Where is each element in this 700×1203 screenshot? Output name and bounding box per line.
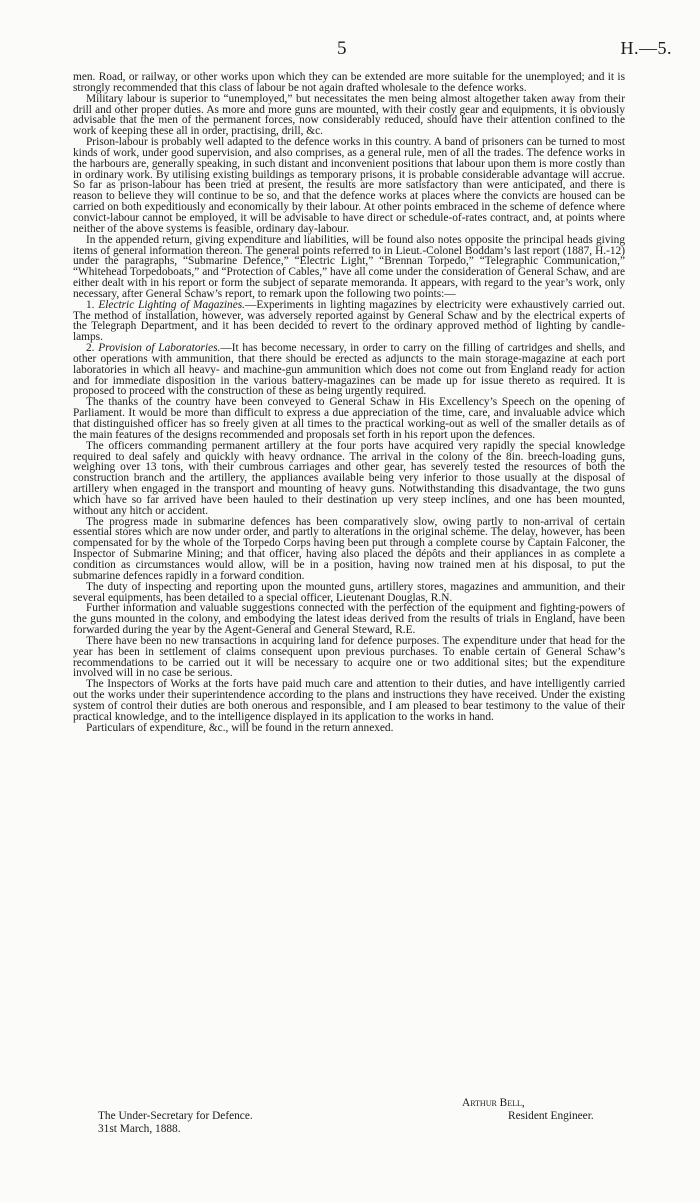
page-number: 5 bbox=[337, 38, 347, 59]
paragraph: There have been no new transactions in acquiring land for defence purposes. The expenditure under that head for the year has been in settlement of claims consequent upon previous purchases. To enable certain of General Schaw’s recommendations to be carried out it will be necessary to acquire one or two additional sites; but the expenditure involved will in no case be serious. bbox=[73, 634, 625, 680]
paragraph: Particulars of expenditure, &c., will be found in the return annexed. bbox=[86, 721, 394, 734]
signatory-name: Arthur Bell, bbox=[462, 1097, 525, 1109]
paragraph: The duty of inspecting and reporting upon the mounted guns, artillery stores, magazines and ammunition, and their several equipments, has been detailed to a special officer, Lieutenant Douglas, R.N. bbox=[73, 580, 625, 604]
addressee: The Under-Secretary for Defence. bbox=[98, 1110, 253, 1122]
paragraph: The officers commanding permanent artillery at the four ports have acquired very rapidly the special knowledge required to deal safely and quickly with heavy ordnance. The arrival in the colony of the 8in. breech-loading guns, weighing over 13 tons, with their cumbrous carriages and other gear, has severely tested the resources of both the construction branch and the artillery, the appliances available being very inferior to those usually at the disposal of artillery when engaged in the transport and mounting of heavy guns. Notwithstanding this disadvantage, the two guns which have so far arrived have been hauled to their destination up very steep inclines, and one has been mounted, without any hitch or accident. bbox=[73, 439, 625, 517]
point-heading: Electric Lighting of Magazines. bbox=[98, 298, 245, 311]
body-text bbox=[73, 72, 625, 733]
point-heading: Provision of Laboratories. bbox=[98, 342, 221, 355]
paragraph: men. Road, or railway, or other works upon which they can be extended are more suitable for the unemployed; and it is strongly recommended that this class of labour be not again drafted wholesale to the defence works. bbox=[73, 71, 625, 94]
point-number: 1. bbox=[86, 298, 95, 311]
paragraph: In the appended return, giving expenditure and liabilities, will be found also notes opposite the principal heads giving items of general information thereon. The general points referred to in Lieut.-Colonel Boddam’s last report (1887, H.-12) under the paragraphs, “Submarine Defence,” “Electric Light,” “Brennan Torpedo,” “Telegraphic Communication,” “Whitehead Torpedoboats,” and “Protection of Cables,” have all come under the consideration of General Schaw, and are either dealt with in his report or form the subject of separate memoranda. It appears, with regard to the year’s work, only necessary, after General Schaw’s report, to remark upon the following two points:— bbox=[73, 233, 625, 300]
document-date: 31st March, 1888. bbox=[98, 1123, 181, 1135]
paragraph: The Inspectors of Works at the forts have paid much care and attention to their duties, and have intelligently carried out the works under their superintendence according to the plans and instructions they have received. Under the existing system of control their duties are both onerous and responsible, and I am pleased to bear testimony to the value of their practical knowledge, and to the intelligence displayed in its application to the works in hand. bbox=[73, 678, 625, 723]
numbered-point bbox=[73, 300, 625, 343]
paragraph: Further information and valuable suggestions connected with the perfection of the equipment and fighting-powers of the guns mounted in the colony, and embodying the latest ideas derived from the results of trials in England, have been forwarded during the year by the Agent-General and General Steward, R.E. bbox=[73, 602, 625, 637]
paragraph: The thanks of the country have been conveyed to General Schaw in His Excellency’s Speech on the opening of Parliament. It would be more than difficult to express a due appreciation of the time, care, and invaluable advice which that distinguished officer has so freely given at all times to the practical working-out as well of the smaller details as of the main features of the designs recommended and proposals set forth in his report upon the defences. bbox=[73, 396, 625, 441]
point-text: —Experiments in lighting magazines by electricity were exhaustively carried out. The method of installation, however, was adversely reported against by General Schaw and by the electrical experts of the Telegraph Department, and it has been decided to revert to the ordinary approved method of lighting by candle-lamps. bbox=[73, 298, 625, 344]
point-number: 2. bbox=[86, 342, 95, 355]
paragraph: Prison-labour is probably well adapted to the defence works in this country. A band of prisoners can be turned to most kinds of work, under good supervision, and also comprises, as a general rule, men of all the trades. The defence works in the harbours are, generally speaking, in such distant and inconvenient positions that labour upon them is more costly than in ordinary work. By utilising existing buildings as temporary prisons, it is probable considerable advantage will accrue. So far as prison-labour has been tried at present, the results are more satisfactory than were anticipated, and there is reason to believe they will continue to be so, and that the defence works at places where the convicts are housed can be carried on both expeditiously and economically by their labour. At other points embraced in the scheme of defence where convict-labour cannot be employed, it will be advisable to have direct or schedule-of-rates contract, and, at points where neither of the above systems is feasible, ordinary day-labour. bbox=[73, 136, 625, 235]
numbered-point bbox=[73, 343, 625, 397]
point-text: —It has become necessary, in order to carry on the filling of cartridges and shells, and other operations with ammunition, that there should be erected as adjuncts to the main storage-magazine at each port laboratories in which all heavy- and machine-gun ammunition which does not come out from England ready for action and for immediate disposition in the various battery-magazines can be made up for issue thereto as required. It is proposed to proceed with the construction of these as being urgently required. bbox=[73, 342, 626, 398]
page-reference: H.—5. bbox=[620, 38, 672, 58]
paragraph: Military labour is superior to “unemployed,” but necessitates the men being almost altogether taken away from their drill and other proper duties. As more and more guns are mounted, with their costly gear and equipments, it is obviously advisable that the men of the permanent forces, now considerably reduced, should have their attention confined to the work of keeping these all in order, practising, drill, &c. bbox=[73, 92, 625, 138]
signatory-title: Resident Engineer. bbox=[508, 1110, 594, 1122]
paragraph: The progress made in submarine defences has been comparatively slow, owing partly to non-arrival of certain essential stores which are now under order, and partly to alterations in the original scheme. The delay, however, has been compensated for by the whole of the Torpedo Corps having been put through a complete course by Captain Falconer, the Inspector of Submarine Mining; and that officer, having also placed the dépôts and their appliances in as complete a condition as circumstances would allow, will be in a position, having now trained men at his disposal, to put the submarine defences rapidly in a forward condition. bbox=[73, 515, 625, 582]
